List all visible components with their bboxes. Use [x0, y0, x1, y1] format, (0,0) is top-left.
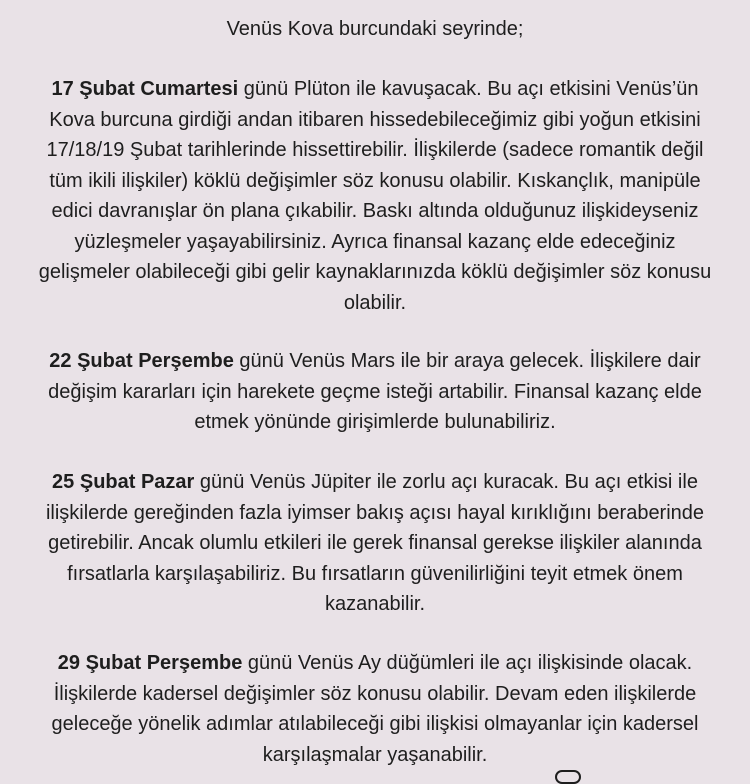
paragraph-line: İlişkilerde kadersel değişimler söz konusu olabilir. Devam eden ilişkilerde [53, 682, 697, 705]
paragraph-line: fırsatlarla karşılaşabiliriz. Bu fırsatların güvenilirliğini teyit etmek önem [67, 562, 683, 585]
page-title: Venüs Kova burcundaki seyrinde; [226, 18, 524, 40]
paragraph-line [0, 346, 750, 377]
paragraph-line [0, 648, 750, 679]
paragraph-line: Kova burcuna girdiği andan itibaren hissedebileceğimiz gibi yoğun etkisini [49, 108, 701, 131]
paragraph-feb-22 [0, 346, 750, 438]
paragraph-line: kazanabilir. [324, 593, 426, 615]
instagram-icon [555, 770, 581, 784]
date-heading: 22 Şubat Perşembe [49, 350, 234, 372]
paragraph-line [0, 467, 750, 498]
paragraph-text: günü Venüs Mars ile bir araya gelecek. İlişkilere dair [233, 350, 701, 372]
paragraph-line: karşılaşmalar yaşanabilir. [262, 743, 488, 766]
paragraph-line: ilişkilerde gereğinden fazla iyimser bakış açısı hayal kırıklığını beraberinde [45, 501, 705, 524]
paragraph-text: günü Venüs Ay düğümleri ile açı ilişkisinde olacak. [242, 652, 693, 674]
paragraph-line: edici davranışlar ön plana çıkabilir. Baskı altında olduğunuz ilişkideyseniz [51, 200, 699, 222]
paragraph-line: getirebilir. Ancak olumlu etkileri ile gerek finansal gerekse ilişkiler alanında [48, 532, 702, 554]
date-heading: 29 Şubat Perşembe [57, 652, 243, 674]
date-heading: 25 Şubat Pazar [52, 471, 195, 493]
paragraph-line [0, 74, 750, 105]
paragraph-line: gelişmeler olabileceği gibi gelir kaynaklarınızda köklü değişimler söz konusu [38, 261, 712, 283]
paragraph-feb-17 [0, 74, 750, 318]
paragraph-line: değişim kararları için harekete geçme isteği artabilir. Finansal kazanç elde [48, 380, 702, 403]
paragraph-line: 17/18/19 Şubat tarihlerinde hissettirebilir. İlişkilerde (sadece romantik değil [46, 139, 704, 161]
paragraph-text: günü Venüs Jüpiter ile zorlu açı kuracak. Bu açı etkisi ile [194, 471, 698, 493]
paragraph-feb-29 [0, 648, 750, 770]
paragraph-line: etmek yönünde girişimlerde bulunabiliriz. [194, 411, 556, 433]
paragraph-line: olabilir. [343, 291, 407, 314]
paragraph-line: yüzleşmeler yaşayabilirsiniz. Ayrıca finansal kazanç elde edeceğiniz [74, 230, 676, 253]
date-heading: 17 Şubat Cumartesi [51, 78, 239, 100]
paragraph-text: günü Plüton ile kavuşacak. Bu açı etkisini Venüs’ün [238, 78, 699, 100]
paragraph-feb-25 [0, 467, 750, 620]
paragraph-line: geleceğe yönelik adımlar atılabileceği gibi ilişkisi olmayanlar için kadersel [51, 713, 699, 735]
paragraph-line: tüm ikili ilişkiler) köklü değişimler söz konusu olabilir. Kıskançlık, manipüle [49, 169, 701, 192]
